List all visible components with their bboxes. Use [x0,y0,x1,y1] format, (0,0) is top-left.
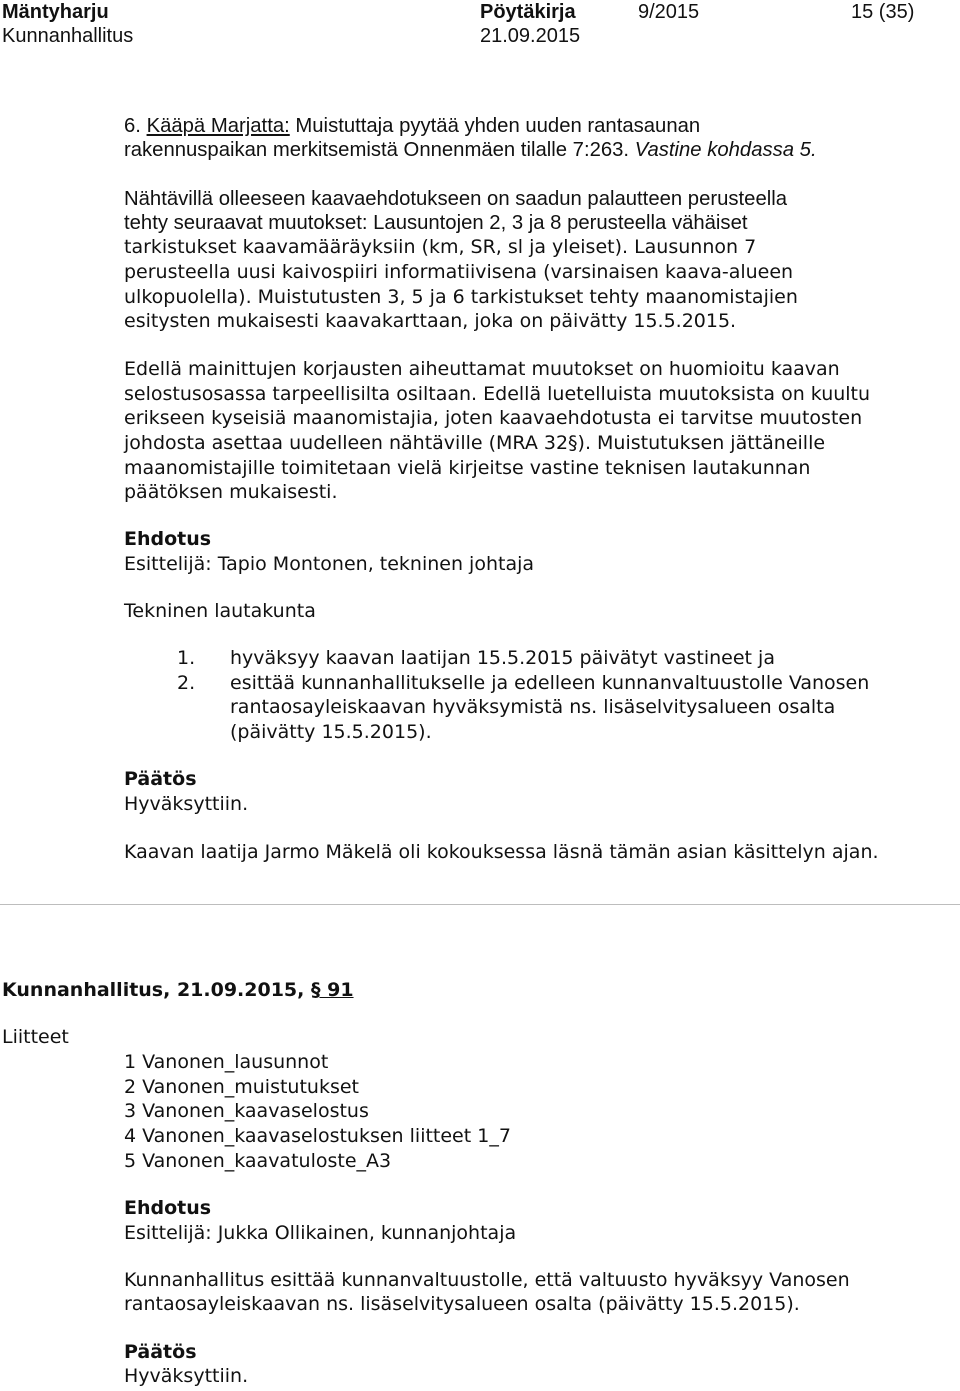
proposal-heading: Ehdotus [124,1197,212,1219]
para-1-line-3: tarkistukset kaavamääräyksiin (km, SR, sl ja yleiset). Lausunnon 7 [124,236,757,258]
item-6-response-ref: Vastine kohdassa 5. [634,139,817,161]
proposal-item-number: 2. [177,672,196,694]
para-1-line-1: Nähtävillä olleeseen kaavaehdotukseen on saadun palautteen perusteella [124,188,788,210]
proposal-item-number: 1. [177,647,196,669]
section-link[interactable]: § 91 [310,979,354,1001]
presenter: Esittelijä: Jukka Ollikainen, kunnanjohtaja [124,1222,517,1244]
committee-name: Tekninen lautakunta [124,600,316,622]
decision-text: Hyväksyttiin. [124,793,249,815]
item-6-line-1 [124,114,700,139]
attachment-item: 1 Vanonen_lausunnot [124,1051,329,1073]
decision-text: Hyväksyttiin. [124,1365,249,1387]
item-6-request: Muistuttaja pyytää yhden uuden rantasaunan [289,115,701,137]
para-2-line-5: maanomistajille toimitetaan vielä kirjeitse vastine teknisen lautakunnan [124,457,811,479]
proposal-text-line: Kunnanhallitus esittää kunnanvaltuustolle, että valtuusto hyväksyy Vanosen [124,1269,850,1291]
protocol-number: 9/2015 [638,1,700,23]
attachment-item: 5 Vanonen_kaavatuloste_A3 [124,1150,392,1172]
meeting-body: Kunnanhallitus [2,25,134,47]
proposal-heading: Ehdotus [124,528,212,550]
attachment-item: 3 Vanonen_kaavaselostus [124,1100,369,1122]
attachment-item: 4 Vanonen_kaavaselostuksen liitteet 1_7 [124,1125,511,1147]
item-6-request-cont: rakennuspaikan merkitsemistä Onnenmäen tilalle 7:263. [124,139,635,161]
decision-heading: Päätös [124,768,197,790]
para-2-line-2: selostusosassa tarpeellisilta osiltaan. Edellä luetelluista muutoksista on kuultu [124,383,871,405]
para-1-line-4: perusteella uusi kaivospiiri informatiivisena (varsinaisen kaava-alueen [124,261,794,283]
para-2-line-1: Edellä mainittujen korjausten aiheuttamat muutokset on huomioitu kaavan [124,358,840,380]
para-1-line-2: tehty seuraavat muutokset: Lausuntojen 2, 3 ja 8 perusteella vähäiset [124,212,748,234]
proposal-item-text: (päivätty 15.5.2015). [230,721,432,743]
municipality-name: Mäntyharju [2,1,109,23]
page-number: 15 (35) [851,1,915,23]
para-2-line-4: johdosta asettaa uudelleen nähtäville (MRA 32§). Muistutuksen jättäneille [124,432,826,454]
attendance-note: Kaavan laatija Jarmo Mäkelä oli kokouksessa läsnä tämän asian käsittelyn ajan. [124,841,879,863]
proposal-text-line: rantaosayleiskaavan ns. lisäselvitysalueen osalta (päivätty 15.5.2015). [124,1293,800,1315]
item-6-number: 6. [124,115,141,137]
document-type: Pöytäkirja [480,1,576,23]
attachments-label: Liitteet [2,1026,69,1048]
decision-heading: Päätös [124,1341,197,1363]
presenter: Esittelijä: Tapio Montonen, tekninen johtaja [124,553,535,575]
attachment-item: 2 Vanonen_muistutukset [124,1076,359,1098]
meeting-date: 21.09.2015 [480,25,581,47]
section-heading [2,978,354,1003]
para-2-line-3: erikseen kyseisiä maanomistajia, joten kaavaehdotusta ei tarvitse muutosten [124,407,863,429]
section-divider [0,904,960,905]
para-1-line-5: ulkopuolella). Muistutusten 3, 5 ja 6 tarkistukset tehty maanomistajien [124,286,798,308]
section-heading-text: Kunnanhallitus, 21.09.2015, [2,979,311,1001]
proposal-item-text: hyväksyy kaavan laatijan 15.5.2015 päivätyt vastineet ja [230,647,775,669]
proposal-item-text: esittää kunnanhallitukselle ja edelleen kunnanvaltuustolle Vanosen [230,672,870,694]
item-6-name: Kääpä Marjatta: [146,115,290,137]
para-2-line-6: päätöksen mukaisesti. [124,481,338,503]
para-1-line-6: esitysten mukaisesti kaavakarttaan, joka on päivätty 15.5.2015. [124,310,737,332]
proposal-item-text: rantaosayleiskaavan hyväksymistä ns. lisäselvitysalueen osalta [230,696,836,718]
item-6-line-2 [124,138,817,163]
